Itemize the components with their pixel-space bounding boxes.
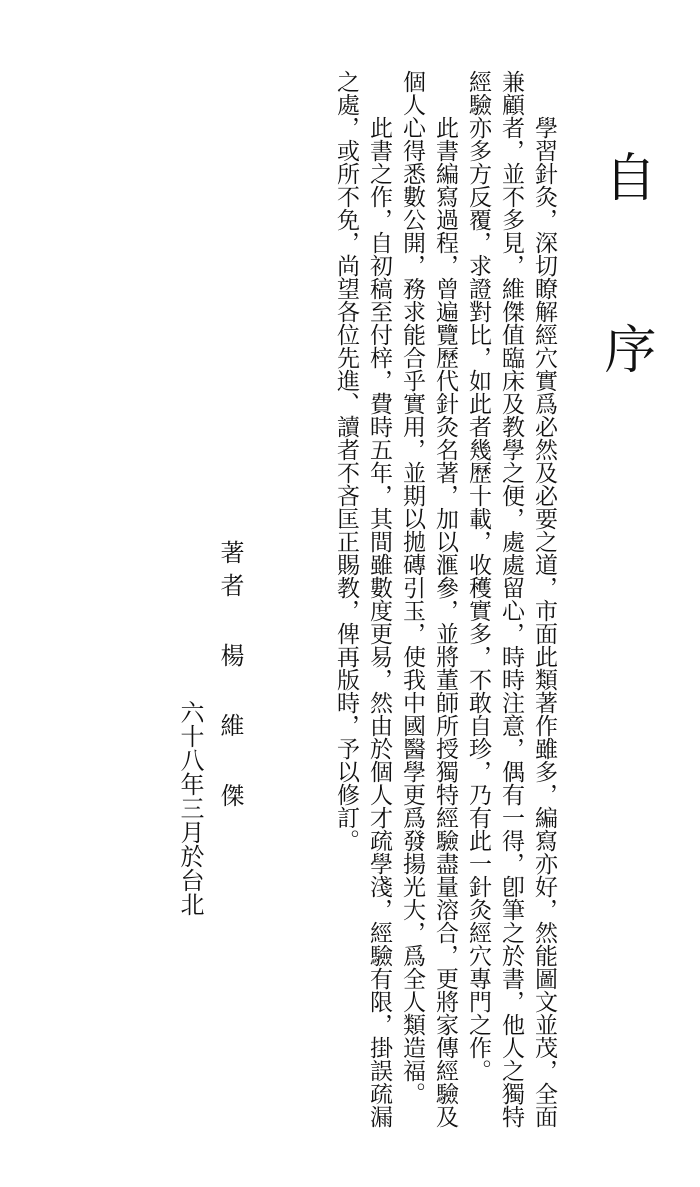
paragraph-2: 此書編寫過程，曾遍覽歷代針灸名著，加以滙參，並將董師所授獨特經驗盡量溶合，更將家傳經驗及個人心得悉數公開，務求能合乎實用，並期以拋磚引玉，使我中國醫學更爲發揚光大，爲全人類造福。 <box>399 70 458 1128</box>
author-line: 著者 楊 維 傑 <box>216 540 244 816</box>
page-title: 自 序 <box>595 150 655 404</box>
signature-block <box>170 540 250 1140</box>
paragraph-1: 學習針灸，深切瞭解經穴實爲必然及必要之道，市面此類著作雖多，編寫亦好，然能圖文並茂，全面兼顧者，並不多見，維傑值臨床及教學之便，處處留心，時時注意，偶有一得，卽筆之於書，他人之獨特經驗亦多方反覆，求證對比，如此者幾歷十載，收穫實多，不敢自珍，乃有此一針灸經穴專門之作。 <box>465 70 557 1128</box>
paragraph-3: 此書之作，自初稿至付梓，費時五年，其間雖數度更易，然由於個人才疏學淺，經驗有限，掛誤疏漏之處，或所不免，尚望各位先進、讀者不吝匡正賜教，俾再版時，予以修訂。 <box>333 70 392 1128</box>
preface-body <box>329 70 560 1130</box>
date-line: 六十八年三月於台北 <box>176 700 204 916</box>
